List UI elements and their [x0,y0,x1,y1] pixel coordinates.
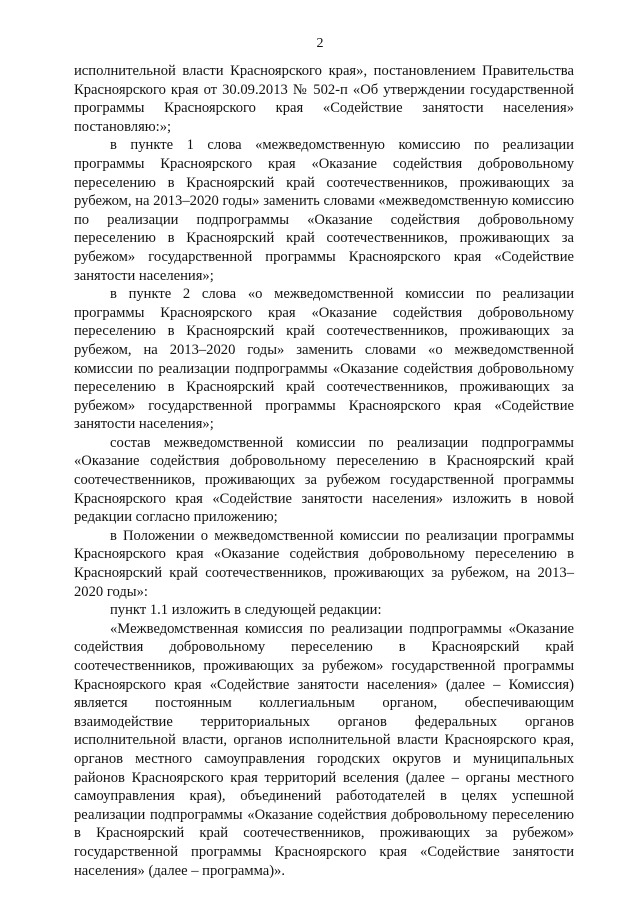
paragraph-item-1-1-intro: пункт 1.1 изложить в следующей редакции: [110,602,382,619]
document-body [74,62,574,880]
paragraph-commission-composition: состав межведомственной комиссии по реализации подпрограммы «Оказание содействия добровольному переселению в Красноярский край соотечественников, проживающих за рубежом государственной программы Красноярского края «Содействие занятости населения» изложить в новой редакции согласно приложению; [74,434,574,526]
paragraph-item-1: в пункте 1 слова «межведомственную комиссию по реализации программы Красноярского края «Оказание содействия добровольному переселению в Красноярский край соотечественников, проживающих за рубежом, на 2013–2020 годы» заменить словами «межведомственную комиссию по реализации подпрограммы «Оказание содействия добровольному переселению в Красноярский край соотечественников, проживающих за рубежом» государственной программы Красноярского края «Содействие занятости населения»; [74,137,574,284]
paragraph-item-2: в пункте 2 слова «о межведомственной комиссии по реализации программы Красноярского края «Оказание содействия добровольному переселению в Красноярский край соотечественников, проживающих за рубежом, на 2013–2020 годы» заменить словами «о межведомственной комиссии по реализации подпрограммы «Оказание содействия добровольному переселению в Красноярский край соотечественников, проживающих за рубежом» государственной программы Красноярского края «Содействие занятости населения»; [74,286,574,433]
paragraph-regulation: в Положении о межведомственной комиссии по реализации программы Красноярского края «Оказание содействия добровольному переселению в Красноярский край соотечественников, проживающих за рубежом, на 2013–2020 годы»: [74,527,574,600]
paragraph-item-1-1-text: «Межведомственная комиссия по реализации подпрограммы «Оказание содействия добровольному переселению в Красноярский край соотечественников, проживающих за рубежом» государственной программы Красноярского края «Содействие занятости населения» (далее – Комиссия) является постоянным коллегиальным органом, обеспечивающим взаимодействие территориальных органов федеральных органов исполнительной власти, органов исполнительной власти Красноярского края, органов местного самоуправления городских округов и муниципальных районов Красноярского края территорий вселения (далее – органы местного самоуправления края), объединений работодателей в целях успешной реализации подпрограммы «Оказание содействия добровольному переселению в Красноярский край соотечественников, проживающих за рубежом» государственной программы Красноярского края «Содействие занятости населения» (далее – программа)». [74,620,574,879]
paragraph-continuation: исполнительной власти Красноярского края», постановлением Правительства Красноярского края от 30.09.2013 № 502-п «Об утверждении государственной программы Красноярского края «Содействие занятости населения» постановляю:»; [74,63,574,135]
page-number: 2 [316,36,324,51]
